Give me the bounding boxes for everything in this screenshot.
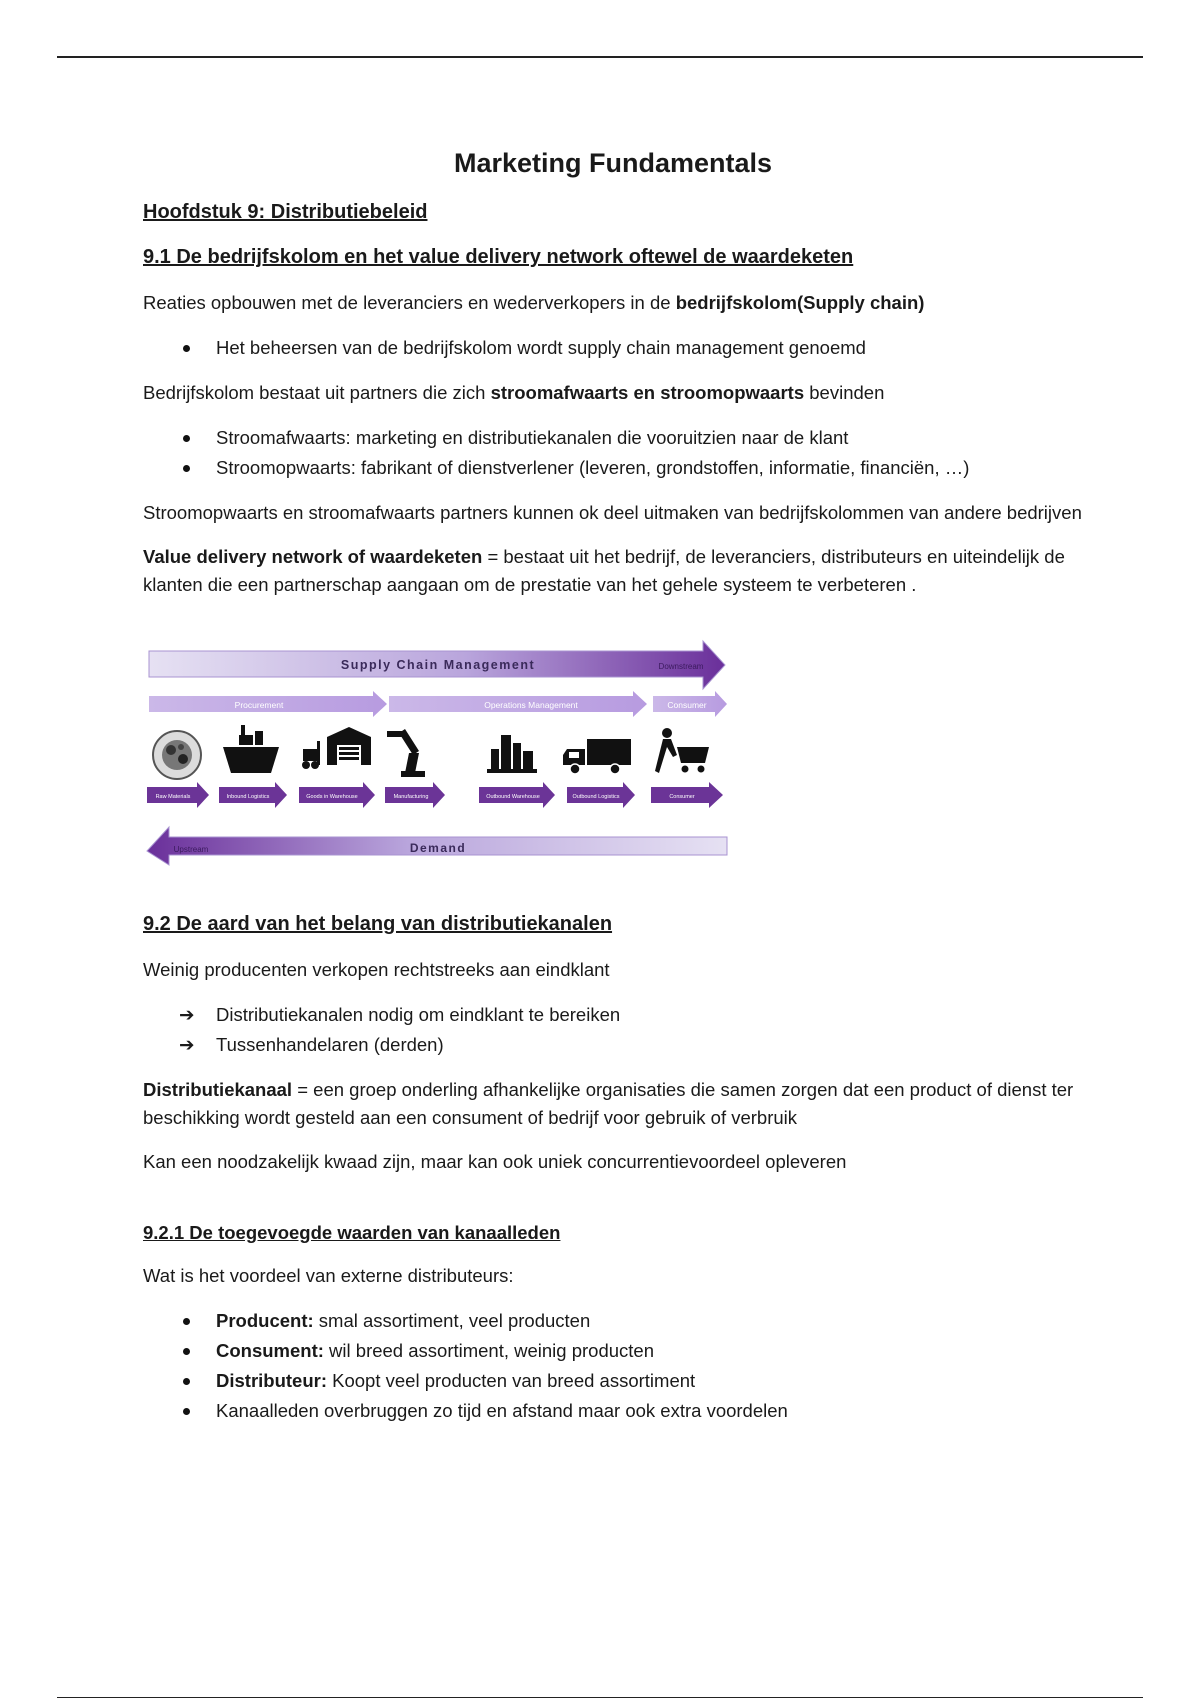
document-title: Marketing Fundamentals <box>453 148 773 178</box>
robotic-arm-icon <box>387 729 425 777</box>
delivery-truck-icon <box>563 739 631 774</box>
paragraph: Kan een noodzakelijk kwaad zijn, maar kan ook uniek concurrentievoordeel opleveren <box>143 1151 847 1172</box>
list-item: Consument: wil breed assortiment, weinig producten <box>183 1336 1083 1366</box>
phase-arrows <box>149 691 727 717</box>
arrow-right-icon: ➔ <box>179 1004 195 1025</box>
svg-text:Supply Chain Management: Supply Chain Management <box>340 658 536 672</box>
svg-text:Operations Management: Operations Management <box>484 700 578 710</box>
svg-text:Demand: Demand <box>409 841 467 855</box>
footer-rule <box>57 1697 1143 1698</box>
chapter-heading: Hoofdstuk 9: Distributiebeleid <box>143 201 428 223</box>
bullet-list <box>143 423 1083 483</box>
supply-chain-arrow <box>149 641 725 689</box>
warehouse-forklift-icon <box>302 727 371 769</box>
paragraph: Bedrijfskolom bestaat uit partners die zich stroomafwaarts en stroomopwaarts bevinden <box>143 382 885 403</box>
bullet-list <box>143 1306 1083 1426</box>
step-label: Inbound Logistics <box>226 794 270 800</box>
list-item: Stroomafwaarts: marketing en distributiekanalen die vooruitzien naar de klant <box>183 423 1083 453</box>
list-item: Kanaalleden overbruggen zo tijd en afstand maar ook extra voordelen <box>183 1396 1083 1426</box>
arrow-right-icon: ➔ <box>179 1034 195 1055</box>
header-rule <box>57 56 1143 58</box>
section-9-2-1-heading: 9.2.1 De toegevoegde waarden van kanaalleden <box>143 1222 561 1243</box>
step-label: Outbound Warehouse <box>486 794 540 800</box>
list-item: ➔ Tussenhandelaren (derden) <box>183 1030 1083 1060</box>
raw-materials-icon <box>153 731 201 779</box>
list-item: Stroomopwaarts: fabrikant of dienstverlener (leveren, grondstoffen, informatie, financiën, …) <box>183 453 1083 483</box>
paragraph: Distributiekanaal = een groep onderling afhankelijke organisaties die samen zorgen dat een product of dienst ter beschikking wordt gesteld aan een consument of bedrijf voor gebruik of verbruik <box>143 1079 1074 1128</box>
supply-chain-diagram <box>143 631 761 869</box>
list-item: ➔ Distributiekanalen nodig om eindklant te bereiken <box>183 1000 1083 1030</box>
step-label: Manufacturing <box>393 794 429 800</box>
paragraph: Reaties opbouwen met de leveranciers en wederverkopers in de bedrijfskolom(Supply chain) <box>143 292 925 313</box>
svg-text:Upstream: Upstream <box>173 845 209 854</box>
shopping-cart-person-icon <box>655 728 709 773</box>
page-content <box>143 140 1083 1442</box>
paragraph: Stroomopwaarts en stroomafwaarts partners kunnen ok deel uitmaken van bedrijfskolommen van andere bedrijven <box>143 502 1082 523</box>
step-label: Goods in Warehouse <box>306 794 358 800</box>
bullet-list <box>143 333 1083 363</box>
list-item: Het beheersen van de bedrijfskolom wordt supply chain management genoemd <box>183 333 1083 363</box>
paragraph: Value delivery network of waardeketen = bestaat uit het bedrijf, de leveranciers, distributeurs en uiteindelijk de klanten die een partnerschap aangaan om de prestatie van het gehele systeem te verbeteren . <box>143 546 1065 595</box>
list-item: Producent: smal assortiment, veel producten <box>183 1306 1083 1336</box>
svg-text:Procurement: Procurement <box>234 700 284 710</box>
svg-text:Downstream: Downstream <box>658 662 704 671</box>
steps-arrows <box>147 782 723 808</box>
cargo-ship-icon <box>223 725 279 773</box>
step-label: Consumer <box>669 794 695 800</box>
city-buildings-icon <box>487 735 537 773</box>
section-9-2-heading: 9.2 De aard van het belang van distributiekanalen <box>143 913 613 935</box>
list-item: Distributeur: Koopt veel producten van breed assortiment <box>183 1366 1083 1396</box>
section-9-1-heading: 9.1 De bedrijfskolom en het value delivery network oftewel de waardeketen <box>143 246 854 268</box>
paragraph: Wat is het voordeel van externe distributeurs: <box>143 1265 514 1286</box>
step-label: Raw Materials <box>155 794 191 800</box>
demand-arrow <box>147 827 727 865</box>
supply-chain-svg <box>143 631 761 869</box>
step-label: Outbound Logistics <box>572 794 620 800</box>
arrow-list <box>143 1000 1083 1060</box>
svg-text:Consumer: Consumer <box>667 700 707 710</box>
paragraph: Weinig producenten verkopen rechtstreeks aan eindklant <box>143 959 610 980</box>
